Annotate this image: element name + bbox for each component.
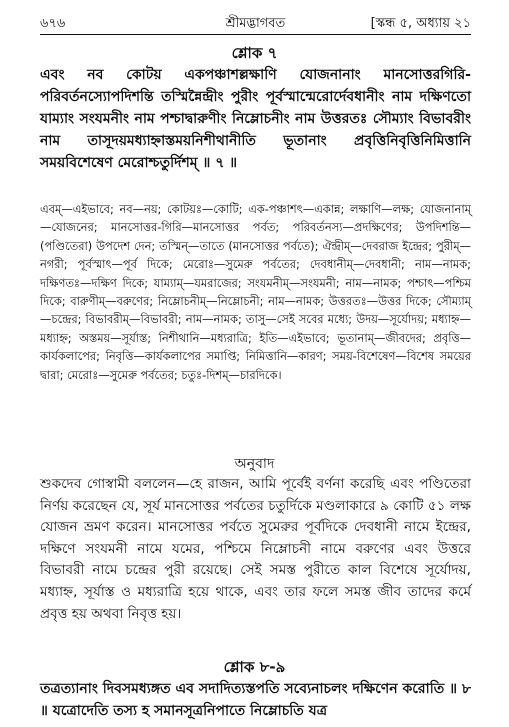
translation-text: শুকদেব গোস্বামী বললেন—হে রাজন, আমি পূর্বেই বর্ণনা করেছি এবং পণ্ডিতেরা নির্ণয় করেছেন যে, সূর্য মানসোত্তর পর্বতের চতুর্দিকে মণ্ডলাকারে ৯ কোটি ৫১ লক্ষ যোজন ভ্রমণ করেন। মানসোত্তর পর্বতে সুমেরুর পূর্বদিকে দেবধানী নামে ইন্দ্রের, দক্ষিণে সংযমনী নামে যমের, পশ্চিমে নিম্লোচনী নামে বরুণের এবং উত্তরে বিভাবরী নামে চন্দ্রের পুরী রয়েছে। সেই সমস্ত পুরীতে কাল বিশেষে সূর্যোদয়, মধ্যাহ্ন, সূর্যাস্ত ও মধ্যরাত্রি হয়ে থাকে, এবং তার ফলে সমস্ত জীব তাদের কর্মে প্রবৃত্ত হয় অথবা নিবৃত্ত হয়। [40, 476, 471, 622]
book-title: শ্রীমদ্ভাগবত [225, 16, 286, 31]
verse-8-9-heading: শ্লোক ৮-৯ [223, 658, 286, 676]
page-number: ৬৭৬ [40, 16, 66, 31]
verse-8-9-text: তত্রত্যানাং দিবসমধ্যঙ্গত এব সদাদিত্যস্তপতি সব্যেনাচলং দক্ষিণেন করোতি ॥ ৮ ॥ যত্রোদেতি তস্য হ সমানসূত্রনিপাতে নিম্লোচতি যত্র [40, 681, 471, 719]
running-header [40, 12, 471, 34]
chapter-reference: [স্কন্ধ ৫, অধ্যায় ২১ [370, 16, 471, 31]
verse-7-heading: শ্লোক ৭ [231, 44, 278, 62]
translation-heading: অনুবাদ [234, 456, 275, 472]
word-for-word-synonyms: এবম্—এইভাবে; নব—নয়; কোটয়ঃ—কোটি; এক-পঞ্চাশৎ—একান্ন; লক্ষাণি—লক্ষ; যোজনানাম্—যোজনের; মানসোত্তর-গিরি—মানসোত্তর পর্বত; পরিবর্তনস্য—প্রদক্ষিণের; উপদিশন্তি—(পণ্ডিতেরা) উপদেশ দেন; তস্মিন্—তাতে (মানসোত্তর পর্বতে); ঐন্দ্রীম্—দেবরাজ ইন্দ্রের; পুরীম্—নগরী; পূর্বস্মাৎ—পূর্ব দিকে; মেরোঃ—সুমেরু পর্বতের; দেবধানীম্—দেবধানী; নাম—নামক; দক্ষিণতঃ—দক্ষিণ দিকে; যাম্যাম্—যমরাজের; সংযমনীম্—সংযমনী; নাম—নামক; পশ্চাৎ—পশ্চিম দিকে; বারুণীম্—বরুণের; নিম্লোচনীম্—নিম্লোচনী; নাম—নামক; উত্তরতঃ—উত্তর দিকে; সৌম্যাম্—চন্দ্রের; বিভাবরীম্—বিভাবরী; নাম—নামক; তাসু—সেই সবের মধ্যে; উদয়—সূর্যোদয়; মধ্যাহ্ন—মধ্যাহ্ন; অস্তময়—সূর্যাস্ত; নিশীথানি—মধ্যরাত্রি; ইতি—এইভাবে; ভূতানাম্—জীবদের; প্রবৃত্তি—কার্যকলাপের; নিবৃত্তি—কার্যকলাপের সমাপ্তি; নিমিত্তানি—কারণ; সময়-বিশেষেণ—বিশেষ সময়ের দ্বারা; মেরোঃ—সুমেরু পর্বতের; চতুঃ-দিশম্—চারদিকে। [40, 202, 471, 382]
header-divider [40, 34, 471, 35]
verse-7-text: এবং নব কোটয় একপঞ্চাশল্লক্ষাণি যোজনানাং মানসোত্তরগিরি-পরিবর্তনস্যোপদিশন্তি তস্মিন্নৈন্দ্রীং পুরীং পূর্বস্মান্মেরোর্দেবধানীং নাম দক্ষিণতো যাম্যাং সংযমনীং নাম পশ্চাদ্বারুণীং নিম্লোচনীং নাম উত্তরতঃ সৌম্যাং বিভাবরীং নাম তাসূদয়মধ্যাহ্নাস্তময়নিশীথানীতি ভূতানাং প্রবৃত্তিনিবৃত্তিনিমিত্তানি সময়বিশেষেণ মেরোশ্চতুর্দিশম্ ॥ ৭ ॥ [40, 67, 471, 171]
